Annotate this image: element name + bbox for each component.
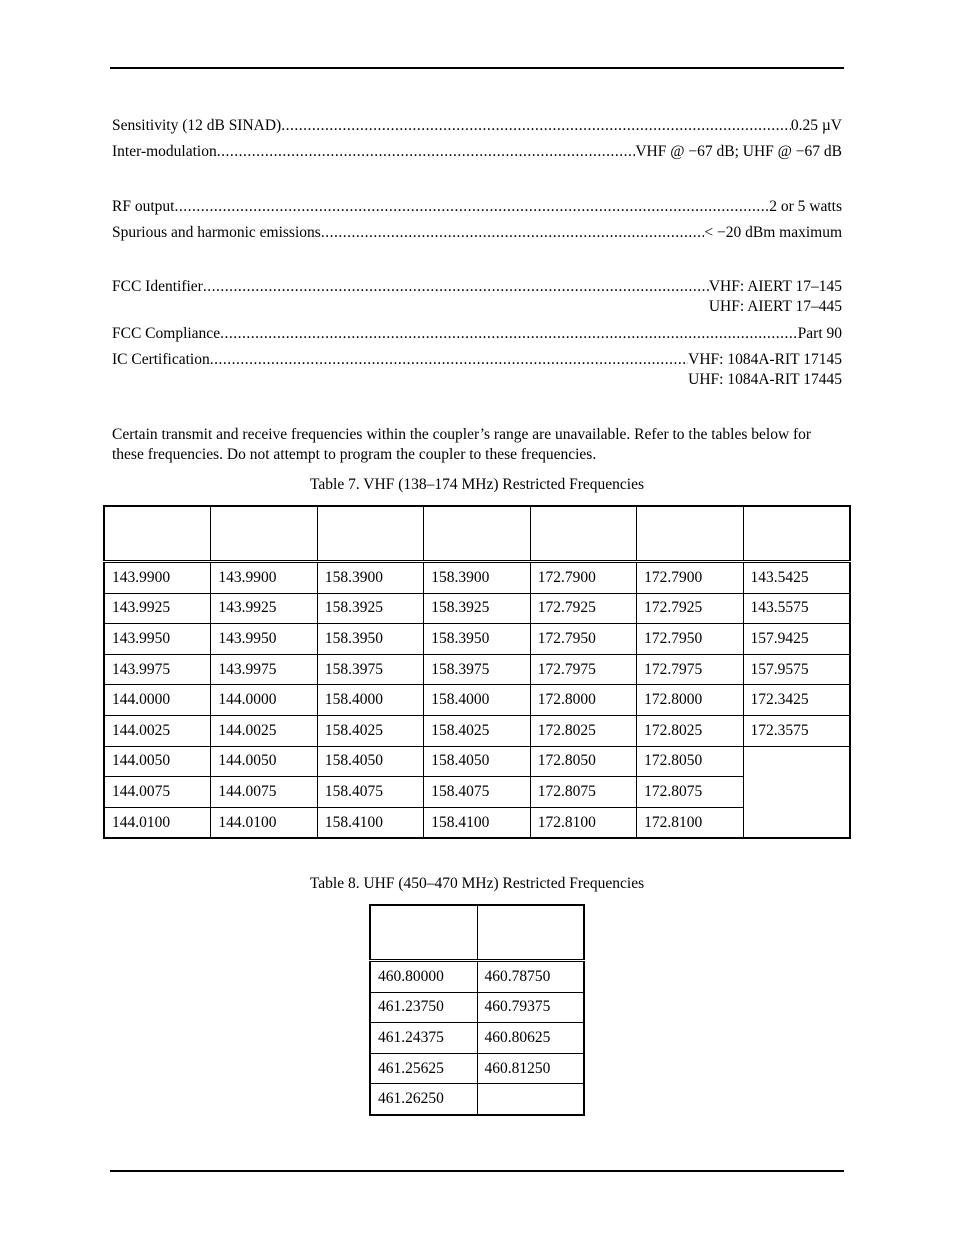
table-cell: 172.8050 bbox=[530, 746, 636, 777]
table-row bbox=[370, 1084, 584, 1115]
table-cell: 460.79375 bbox=[477, 992, 584, 1023]
spec-label: FCC Identifier bbox=[112, 278, 203, 295]
table-cell: 158.3950 bbox=[317, 624, 423, 655]
table-cell: 158.3900 bbox=[424, 562, 530, 594]
spec-fcc-compliance bbox=[112, 324, 842, 344]
table-cell: 144.0025 bbox=[104, 715, 211, 746]
table-cell: 158.4050 bbox=[317, 746, 423, 777]
table-cell: 461.24375 bbox=[370, 1023, 477, 1054]
footer-rule bbox=[110, 1170, 844, 1172]
table-cell: 144.0025 bbox=[211, 715, 317, 746]
table-cell: 158.4075 bbox=[317, 777, 423, 808]
spec-label: Spurious and harmonic emissions bbox=[112, 224, 321, 241]
spec-fcc-identifier bbox=[112, 277, 842, 317]
leader-dots bbox=[174, 197, 769, 217]
table-cell: 158.3925 bbox=[424, 593, 530, 624]
column-header bbox=[424, 506, 530, 562]
table-cell: 158.4100 bbox=[424, 807, 530, 838]
table-row bbox=[104, 746, 850, 777]
vhf-restricted-frequencies-table bbox=[103, 505, 851, 839]
spec-rf-output bbox=[112, 197, 842, 217]
table-row bbox=[104, 777, 850, 808]
table-cell: 172.7925 bbox=[530, 593, 636, 624]
leader-dots bbox=[210, 350, 688, 370]
column-header bbox=[104, 506, 211, 562]
table-cell: 172.8050 bbox=[637, 746, 743, 777]
table-row bbox=[370, 992, 584, 1023]
header-rule bbox=[110, 67, 844, 69]
spec-label: Inter-modulation bbox=[112, 143, 217, 160]
table-row bbox=[104, 593, 850, 624]
table-cell: 172.7950 bbox=[530, 624, 636, 655]
table-cell: 157.9575 bbox=[743, 654, 850, 685]
column-header bbox=[743, 506, 850, 562]
table-cell: 172.7925 bbox=[637, 593, 743, 624]
leader-dots bbox=[220, 324, 798, 344]
leader-dots bbox=[321, 223, 705, 243]
leader-dots bbox=[217, 142, 636, 162]
table-cell: 158.3900 bbox=[317, 562, 423, 594]
leader-dots bbox=[203, 277, 709, 297]
table-cell: 144.0000 bbox=[211, 685, 317, 716]
intro-paragraph: Certain transmit and receive frequencies within the coupler’s range are unavailable. Refer to the tables below for these frequencies. Do not attempt to program the coupler to these frequencies. bbox=[112, 426, 812, 463]
table-row bbox=[104, 624, 850, 655]
table-row bbox=[104, 807, 850, 838]
table-cell: 172.3425 bbox=[743, 685, 850, 716]
table-cell: 460.80000 bbox=[370, 961, 477, 993]
spec-value-continuation: UHF: 1084A-RIT 17445 bbox=[688, 371, 842, 388]
spec-value-continuation: UHF: AIERT 17–445 bbox=[708, 298, 842, 315]
table-cell: 172.8100 bbox=[530, 807, 636, 838]
spec-value: VHF: 1084A-RIT 17145 bbox=[688, 351, 842, 368]
table-cell: 144.0050 bbox=[104, 746, 211, 777]
spec-intermodulation bbox=[112, 142, 842, 162]
column-header bbox=[317, 506, 423, 562]
table-row bbox=[104, 715, 850, 746]
spec-value: VHF: AIERT 17–145 bbox=[708, 278, 842, 295]
column-header bbox=[477, 905, 584, 961]
table-cell: 172.8075 bbox=[637, 777, 743, 808]
table-header-row bbox=[370, 905, 584, 961]
table-cell: 172.7975 bbox=[530, 654, 636, 685]
table-cell: 144.0075 bbox=[211, 777, 317, 808]
table-cell: 172.8000 bbox=[637, 685, 743, 716]
table-cell: 144.0000 bbox=[104, 685, 211, 716]
table-cell: 143.9950 bbox=[211, 624, 317, 655]
table-cell: 158.4100 bbox=[317, 807, 423, 838]
spec-label: RF output bbox=[112, 198, 175, 215]
spec-spurious-emissions bbox=[112, 223, 842, 243]
table-cell: 461.25625 bbox=[370, 1053, 477, 1084]
table-cell: 158.4000 bbox=[424, 685, 530, 716]
column-header bbox=[370, 905, 477, 961]
spec-value: Part 90 bbox=[797, 325, 842, 342]
table-cell: 144.0100 bbox=[211, 807, 317, 838]
table-cell: 144.0050 bbox=[211, 746, 317, 777]
table-cell: 460.80625 bbox=[477, 1023, 584, 1054]
table-cell: 143.9900 bbox=[211, 562, 317, 594]
table-row bbox=[370, 1053, 584, 1084]
table-cell: 172.7900 bbox=[637, 562, 743, 594]
table-cell: 172.3575 bbox=[743, 715, 850, 746]
table-cell: 143.9950 bbox=[104, 624, 211, 655]
table-cell: 144.0075 bbox=[104, 777, 211, 808]
table-cell: 172.7950 bbox=[637, 624, 743, 655]
table-cell: 172.8025 bbox=[530, 715, 636, 746]
spec-ic-certification bbox=[112, 350, 842, 390]
spec-label: FCC Compliance bbox=[112, 325, 221, 342]
table-cell: 158.4025 bbox=[424, 715, 530, 746]
table-cell: 172.8100 bbox=[637, 807, 743, 838]
table-cell: 172.8025 bbox=[637, 715, 743, 746]
table-cell: 461.26250 bbox=[370, 1084, 477, 1115]
table-cell: 157.9425 bbox=[743, 624, 850, 655]
table-cell: 172.8000 bbox=[530, 685, 636, 716]
table-cell: 143.9925 bbox=[211, 593, 317, 624]
table-cell: 158.3975 bbox=[424, 654, 530, 685]
table-cell: 143.9925 bbox=[104, 593, 211, 624]
spec-sensitivity bbox=[112, 116, 842, 136]
table-cell: 143.5425 bbox=[743, 562, 850, 594]
table-cell: 158.4050 bbox=[424, 746, 530, 777]
table-row bbox=[104, 685, 850, 716]
table-cell: 172.7900 bbox=[530, 562, 636, 594]
uhf-table-caption: Table 8. UHF (450–470 MHz) Restricted Frequencies bbox=[309, 875, 645, 892]
table-cell: 158.4025 bbox=[317, 715, 423, 746]
table-row bbox=[370, 1023, 584, 1054]
table-cell: 460.81250 bbox=[477, 1053, 584, 1084]
table-cell: 143.9975 bbox=[104, 654, 211, 685]
table-cell: 158.3925 bbox=[317, 593, 423, 624]
column-header bbox=[530, 506, 636, 562]
table-cell: 143.5575 bbox=[743, 593, 850, 624]
table-cell bbox=[477, 1084, 584, 1115]
table-row bbox=[104, 562, 850, 594]
table-row bbox=[370, 961, 584, 993]
leader-dots bbox=[281, 116, 791, 136]
spec-label: Sensitivity (12 dB SINAD) bbox=[112, 117, 282, 134]
spec-label: IC Certification bbox=[112, 351, 210, 368]
column-header bbox=[637, 506, 743, 562]
table-cell: 144.0100 bbox=[104, 807, 211, 838]
spec-value: VHF @ −67 dB; UHF @ −67 dB bbox=[635, 143, 842, 160]
table-header-row bbox=[104, 506, 850, 562]
empty-cell bbox=[743, 746, 850, 838]
table-cell: 158.3975 bbox=[317, 654, 423, 685]
spec-value: < −20 dBm maximum bbox=[704, 224, 842, 241]
table-cell: 158.4075 bbox=[424, 777, 530, 808]
table-cell: 143.9900 bbox=[104, 562, 211, 594]
vhf-table-caption: Table 7. VHF (138–174 MHz) Restricted Frequencies bbox=[310, 476, 644, 493]
spec-value: 2 or 5 watts bbox=[769, 198, 842, 215]
table-cell: 158.4000 bbox=[317, 685, 423, 716]
spec-value: 0.25 µV bbox=[790, 117, 842, 134]
table-row bbox=[104, 654, 850, 685]
column-header bbox=[211, 506, 317, 562]
table-cell: 158.3950 bbox=[424, 624, 530, 655]
table-cell: 172.8075 bbox=[530, 777, 636, 808]
table-cell: 143.9975 bbox=[211, 654, 317, 685]
table-cell: 460.78750 bbox=[477, 961, 584, 993]
table-cell: 461.23750 bbox=[370, 992, 477, 1023]
uhf-restricted-frequencies-table bbox=[369, 904, 585, 1116]
table-cell: 172.7975 bbox=[637, 654, 743, 685]
